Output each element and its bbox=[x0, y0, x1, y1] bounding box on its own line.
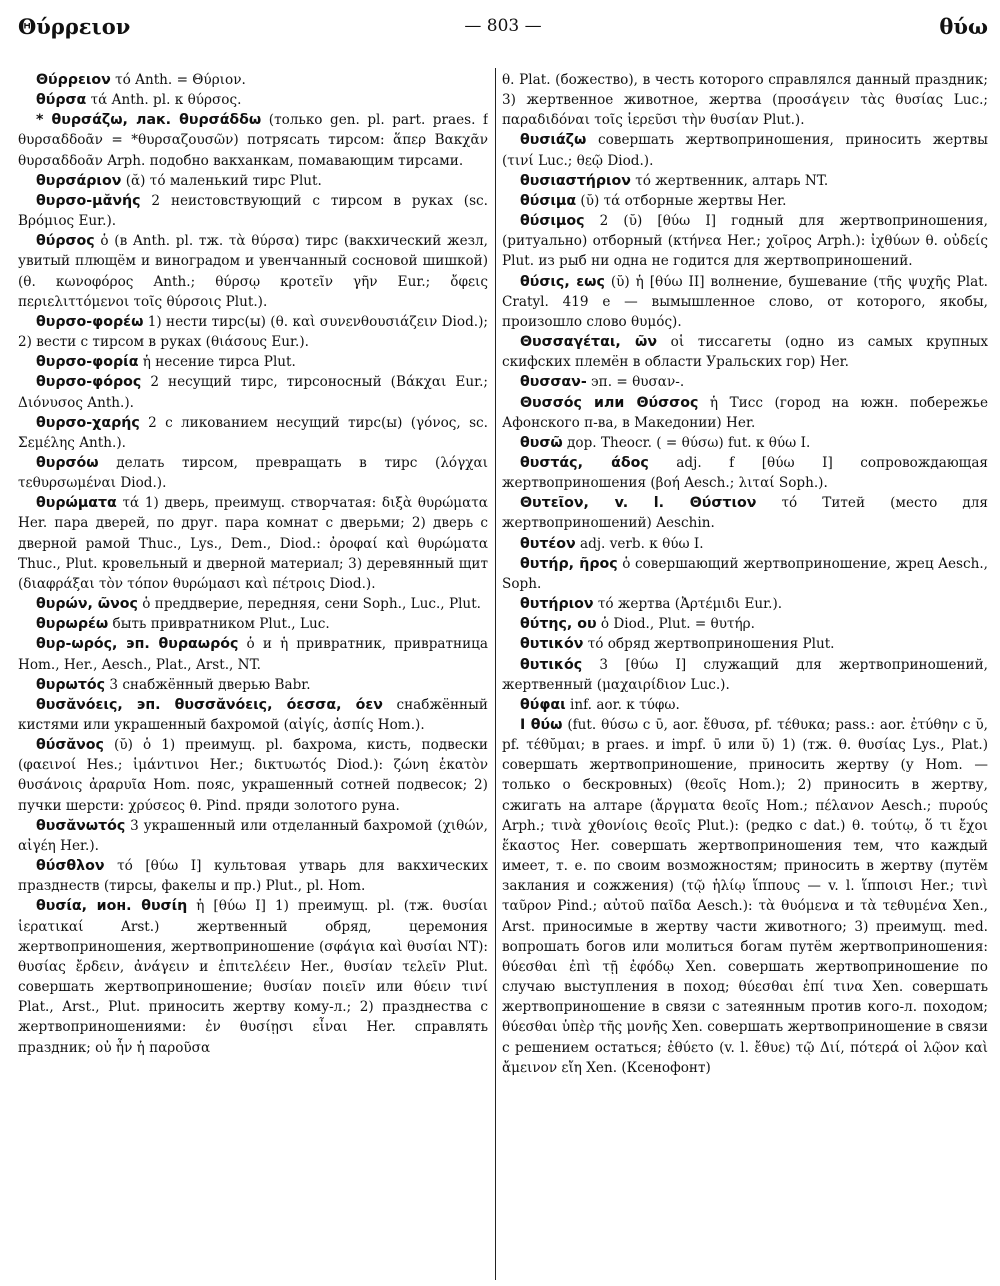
left-column bbox=[18, 70, 488, 1280]
entry-definition: (ῠ) τά отборные жертвы Her. bbox=[576, 192, 787, 209]
entry-headword: θυσσαν- bbox=[520, 374, 587, 391]
entry-definition: θ. Plat. (божество), в честь которого справлялся данный праздник; 3) жертвенное животное, жертва (προσάγειν τὰς θυσίας Luc.; παραδιδόναι τοῖς ἱερεῦσι τὴν θυσίαν Plut.). bbox=[502, 72, 988, 129]
dictionary-entry bbox=[502, 393, 988, 433]
entry-definition: τό Титей (место для жертвоприношений) Aeschin. bbox=[502, 495, 988, 532]
entry-definition: 2 (ῠ) [θύω I] годный для жертвоприношения, (ритуально) отборный (κτήνεα Her.; χοῖρος Arph.): ἰχθύων θ. οὐδείς Plut. из рыб ни одна не годится для жертвоприношений. bbox=[502, 213, 988, 270]
entry-headword: Θυσσαγέται, ῶν bbox=[520, 334, 658, 351]
dictionary-entry bbox=[502, 715, 988, 1078]
dictionary-entry bbox=[502, 332, 988, 372]
entry-headword: θύσιμα bbox=[520, 192, 577, 209]
dictionary-entry bbox=[502, 655, 988, 695]
entry-headword: θύσις, εως bbox=[520, 273, 605, 290]
entry-headword: Θυσσός или Θύσσος bbox=[520, 394, 699, 411]
dictionary-entry bbox=[18, 372, 488, 412]
entry-headword: θύρσος bbox=[36, 233, 95, 250]
entry-headword: θυτήριον bbox=[520, 596, 594, 613]
dictionary-entry bbox=[502, 453, 988, 493]
entry-headword: θυρσο-φορία bbox=[36, 354, 139, 371]
page-number: — 803 — bbox=[464, 16, 542, 36]
entry-definition: эп. = θυσαν-. bbox=[586, 374, 685, 391]
entry-definition: 2 с ликованием несущий тирс(ы) (γόνος, sc. Σεμέλης Anth.). bbox=[18, 414, 488, 451]
entry-headword: Θυτεῖον, v. l. Θύστιον bbox=[520, 495, 757, 512]
entry-definition: дор. Theocr. ( = θύσω) fut. к θύω I. bbox=[562, 434, 811, 451]
entry-definition: 3 украшенный или отделанный бахромой (χιθών, αἰγέη Her.). bbox=[18, 817, 488, 854]
entry-definition: делать тирсом, превращать в тирс (λόγχαι τεθυρσωμέναι Diod.). bbox=[18, 454, 488, 492]
entry-definition: (ῠ) ὁ 1) преимущ. pl. бахрома, кисть, подвески (φαεινοί Hes.; ἱμάντινοι Her.; δικτυωτός Diod.): ζώνη ἑκατὸν θυσάνοις ἀραρυῖα Hom. пояс, украшенный сотней подвесок; 2) пучки шерсти: χρύσεος θ. Pind. пряди золотого руна. bbox=[18, 737, 488, 814]
entry-definition: (ᾰ) τό маленький тирс Plut. bbox=[121, 172, 322, 189]
dictionary-entry bbox=[502, 594, 988, 614]
entry-headword: θύρσα bbox=[36, 92, 87, 109]
left-running-head: Θύρρειον bbox=[18, 14, 131, 39]
entry-headword: θυρ-ωρός, эп. θυραωρός bbox=[36, 636, 239, 653]
entry-headword: * θυρσάζω, лак. θυρσάδδω bbox=[36, 112, 262, 129]
entry-definition: τά 1) дверь, преимущ. створчатая: διξὰ θυρώματα Her. пара дверей, по друг. пара комнат с дверьми; 2) дверь с дверной рамой Thuc., Lys., Dem., Diod.: ὀροφαί καὶ θυρώματα Thuc., Plut. кровельный и дверной материал; 3) деревянный щит (διαφράξαι τὸν τόπον θυρώμασι καὶ πέτροις Diod.). bbox=[18, 495, 488, 592]
dictionary-entry bbox=[18, 856, 488, 896]
entry-headword: θυσῶ bbox=[520, 434, 563, 451]
dictionary-entry bbox=[18, 735, 488, 816]
entry-headword: I θύω bbox=[520, 717, 563, 733]
dictionary-entry bbox=[502, 211, 988, 271]
entry-definition: τό Anth. = Θύριον. bbox=[110, 72, 246, 88]
entry-headword: θυρσάριον bbox=[36, 172, 122, 189]
dictionary-entry bbox=[502, 433, 988, 453]
entry-headword: θυρσο-μᾰνής bbox=[36, 192, 141, 209]
entry-definition: (ῠ) ἡ [θύω II] волнение, бушевание (τῆς ψυχῆς Plat. Cratyl. 419 e — вымышленное слово, от которого, якобы, произошло слово θυμός). bbox=[502, 273, 988, 330]
entry-headword: θυσᾰνωτός bbox=[36, 817, 126, 834]
dictionary-entry bbox=[502, 372, 988, 392]
entry-headword: Θύρρειον bbox=[36, 72, 111, 88]
entry-headword: θύσιμος bbox=[520, 213, 585, 230]
entry-definition: adj. f [θύω I] сопровождающая жертвоприношения (βοή Aesch.; λιταί Soph.). bbox=[502, 454, 988, 492]
entry-definition: τά Anth. pl. к θύρσος. bbox=[86, 92, 242, 109]
dictionary-entry bbox=[18, 493, 488, 594]
entry-definition: τό жертва (Ἀρτέμιδι Eur.). bbox=[593, 596, 783, 613]
entry-definition: τό жертвенник, алтарь NT. bbox=[630, 172, 829, 189]
entry-headword: θυσᾰνόεις, эп. θυσσᾰνόεις, όεσσα, όεν bbox=[36, 696, 383, 713]
entry-definition: ἡ [θύω I] 1) преимущ. pl. (тж. θυσίαι ἱερατικαί Arst.) жертвенный обряд, церемония жертвоприношения, жертвоприношение (σφάγια καὶ θυσίαι NT): θυσίας ἔρδειν, ἀνάγειν и ἐπιτελέειν Her., θυσίαν τελεῖν Plut. совершать жертвоприношение; θυσίαν ποιεῖν или θύειν τινί Plat., Arst., Plut. приносить жертву кому-л.; 2) празднества с жертвоприношениями: ἐν θυσίῃσι εἶναι Her. справлять праздник; οὐ ἦν ἡ παροῦσα bbox=[18, 898, 488, 1056]
dictionary-entry bbox=[18, 70, 488, 90]
dictionary-entry bbox=[18, 90, 488, 110]
dictionary-entry bbox=[18, 231, 488, 312]
entry-definition: ὁ и ἡ привратник, привратница Hom., Her., Aesch., Plat., Arst., NT. bbox=[18, 636, 488, 673]
entry-headword: θυτέον bbox=[520, 535, 576, 552]
entry-headword: θυτικόν bbox=[520, 636, 584, 653]
entry-definition: 3 снабжённый дверью Babr. bbox=[105, 676, 311, 693]
entry-headword: θυρών, ῶνος bbox=[36, 596, 138, 613]
entry-definition: (fut. θύσω с ῡ, aor. ἔθυσα, pf. τέθυκα; pass.: aor. ἐτύθην с ῠ, pf. τέθῠμαι; в praes. и impf. ῡ или ῠ) 1) (тж. θ. θυσίας Lys., Plat.) совершать жертвоприношение, приносить жертву (у Hom. — только о бескровных) (θεοῖς Hom.); 2) приносить в жертву, сжигать на алтаре (ἄργματα θεοῖς Hom.; πέλανον Aesch.; πυρούς Arph.; τινὰ χθονίοις θεοῖς Plut.): (редко с dat.) θ. τούτῳ, ὅ τι ἔχοι ἕκαστος Her. совершать жертвоприношения тем, что каждый имеет, т. е. по своим возможностям; приносить в жертву (путём заклания и сожжения) (τῷ ἡλίῳ ἵππους — v. l. ἵπποισι Her.; τινὶ ταῦρον Pind.; αὐτοῦ παῖδα Aesch.): τὰ θυόμενα и τὰ τεθυμένα Xen., Arst. приносимые в жертву части животного; 3) преимущ. med. вопрошать богов или молиться богам путём жертвоприношения: θύεσθαι ἐπὶ τῇ ἐφόδῳ Xen. совершать жертвоприношение по случаю выступления в поход; θύεσθαι ἐπί τινα Xen. совершать жертвоприношение в связи с затеянным против кого-л. походом; θύεσθαι ὑπὲρ τῆς μονῆς Xen. совершать жертвоприношение в связи с решением остаться; ἐθύετο (v. l. ἔθυε) τῷ Διί, πότερά οἱ λῷον καὶ ἄμεινον εἴη Xen. (Ксенофонт) bbox=[502, 717, 988, 1076]
entry-headword: θυρσόω bbox=[36, 454, 99, 471]
dictionary-entry bbox=[18, 634, 488, 674]
entry-definition: ὁ преддверие, передняя, сени Soph., Luc., Plut. bbox=[137, 596, 481, 613]
right-running-head: θύω bbox=[939, 14, 988, 39]
dictionary-entry bbox=[18, 171, 488, 191]
entry-headword: θύσθλον bbox=[36, 858, 105, 875]
dictionary-entry bbox=[502, 130, 988, 170]
dictionary-entry bbox=[502, 554, 988, 594]
entry-headword: θυρώματα bbox=[36, 495, 117, 512]
page-header bbox=[18, 10, 988, 44]
dictionary-entry bbox=[18, 453, 488, 493]
entry-definition: быть привратником Plut., Luc. bbox=[108, 616, 330, 633]
entry-headword: θύτης, ου bbox=[520, 616, 597, 633]
entry-definition: совершать жертвоприношения, приносить жертвы (τινί Luc.; θεῷ Diod.). bbox=[502, 132, 988, 169]
entry-headword: θυρωτός bbox=[36, 676, 106, 693]
dictionary-entry bbox=[18, 695, 488, 735]
entry-definition: 1) нести тирс(ы) (θ. καὶ συνενθουσιάζειν Diod.); 2) вести с тирсом в руках (θιάσους Eur.). bbox=[18, 313, 488, 351]
dictionary-entry bbox=[18, 594, 488, 614]
dictionary-entry bbox=[502, 493, 988, 533]
dictionary-entry bbox=[18, 816, 488, 856]
entry-headword: θυσιάζω bbox=[520, 132, 587, 149]
dictionary-entry bbox=[18, 614, 488, 634]
dictionary-entry bbox=[18, 352, 488, 372]
dictionary-entry bbox=[502, 191, 988, 211]
entry-headword: θυρσο-χαρής bbox=[36, 414, 140, 431]
entry-headword: θυσιαστήριον bbox=[520, 172, 631, 189]
entry-definition: ὁ (в Anth. pl. тж. τὰ θύρσα) тирс (вакхический жезл, увитый плющём и виноградом и увенчанный сосновой шишкой) (θ. κωνοφόρος Anth.; θύρσῳ κροτεῖν γῆν Eur.; ὄφεις περιελιττόμενοι τοῖς θύρσοις Plut.). bbox=[18, 233, 488, 310]
entry-headword: θυστάς, άδος bbox=[520, 454, 649, 471]
dictionary-entry bbox=[502, 614, 988, 634]
entry-headword: θυρωρέω bbox=[36, 616, 109, 633]
entry-definition: ὁ совершающий жертвоприношение, жрец Aesch., Soph. bbox=[502, 555, 988, 592]
entry-definition: τό обряд жертвоприношения Plut. bbox=[583, 636, 835, 653]
dictionary-entry bbox=[502, 70, 988, 130]
entry-definition: снабжённый кистями или украшенный бахромой (αἰγίς, ἀσπίς Hom.). bbox=[18, 696, 488, 733]
entry-definition: adj. verb. к θύω I. bbox=[575, 535, 704, 552]
entry-definition: (только gen. pl. part. praes. f θυρσαδδοᾶν = *θυρσαζουσῶν) потрясать тирсом: ἅπερ Βακχᾶν θυρσαδδοᾶν Arph. подобно вакханкам, помавающим тирсами. bbox=[18, 112, 488, 169]
entry-definition: inf. aor. к τύφω. bbox=[565, 696, 680, 713]
dictionary-entry bbox=[502, 534, 988, 554]
entry-definition: τό [θύω I] культовая утварь для вакхических празднеств (тирсы, факелы и пр.) Plut., pl. Hom. bbox=[18, 858, 488, 895]
dictionary-entry bbox=[18, 110, 488, 170]
dictionary-entry bbox=[18, 413, 488, 453]
column-divider bbox=[495, 68, 496, 1280]
entry-headword: θύσᾰνος bbox=[36, 737, 104, 754]
dictionary-entry bbox=[18, 191, 488, 231]
entry-headword: θυτικός bbox=[520, 656, 583, 673]
dictionary-entry bbox=[18, 312, 488, 352]
dictionary-entry bbox=[502, 695, 988, 715]
entry-definition: 3 [θύω I] служащий для жертвоприношений, жертвенный (μαχαιρίδιον Luc.). bbox=[502, 656, 988, 693]
entry-headword: θυρσο-φόρος bbox=[36, 374, 142, 391]
entry-headword: θύφαι bbox=[520, 696, 566, 713]
entry-definition: ὁ Diod., Plut. = θυτήρ. bbox=[596, 616, 755, 633]
dictionary-entry bbox=[502, 272, 988, 332]
dictionary-entry bbox=[18, 675, 488, 695]
entry-definition: ἡ Тисс (город на южн. побережье Афонского п-ва, в Македонии) Her. bbox=[502, 394, 988, 431]
right-column bbox=[502, 70, 988, 1280]
dictionary-entry bbox=[502, 634, 988, 654]
entry-definition: 2 несущий тирс, тирсоносный (Βάκχαι Eur.; Διόνυσος Anth.). bbox=[18, 374, 488, 411]
dictionary-entry bbox=[502, 171, 988, 191]
entry-headword: θυτήρ, ῆρος bbox=[520, 555, 618, 572]
entry-definition: ἡ несение тирса Plut. bbox=[138, 354, 296, 371]
entry-definition: 2 неистовствующий с тирсом в руках (sc. Βρόμιος Eur.). bbox=[18, 192, 488, 230]
entry-definition: οἱ тиссагеты (одно из самых крупных скифских племён в области Уральских гор) Her. bbox=[502, 334, 988, 371]
entry-headword: θυσία, ион. θυσίη bbox=[36, 898, 188, 915]
entry-headword: θυρσο-φορέω bbox=[36, 313, 144, 330]
dictionary-entry bbox=[18, 896, 488, 1057]
